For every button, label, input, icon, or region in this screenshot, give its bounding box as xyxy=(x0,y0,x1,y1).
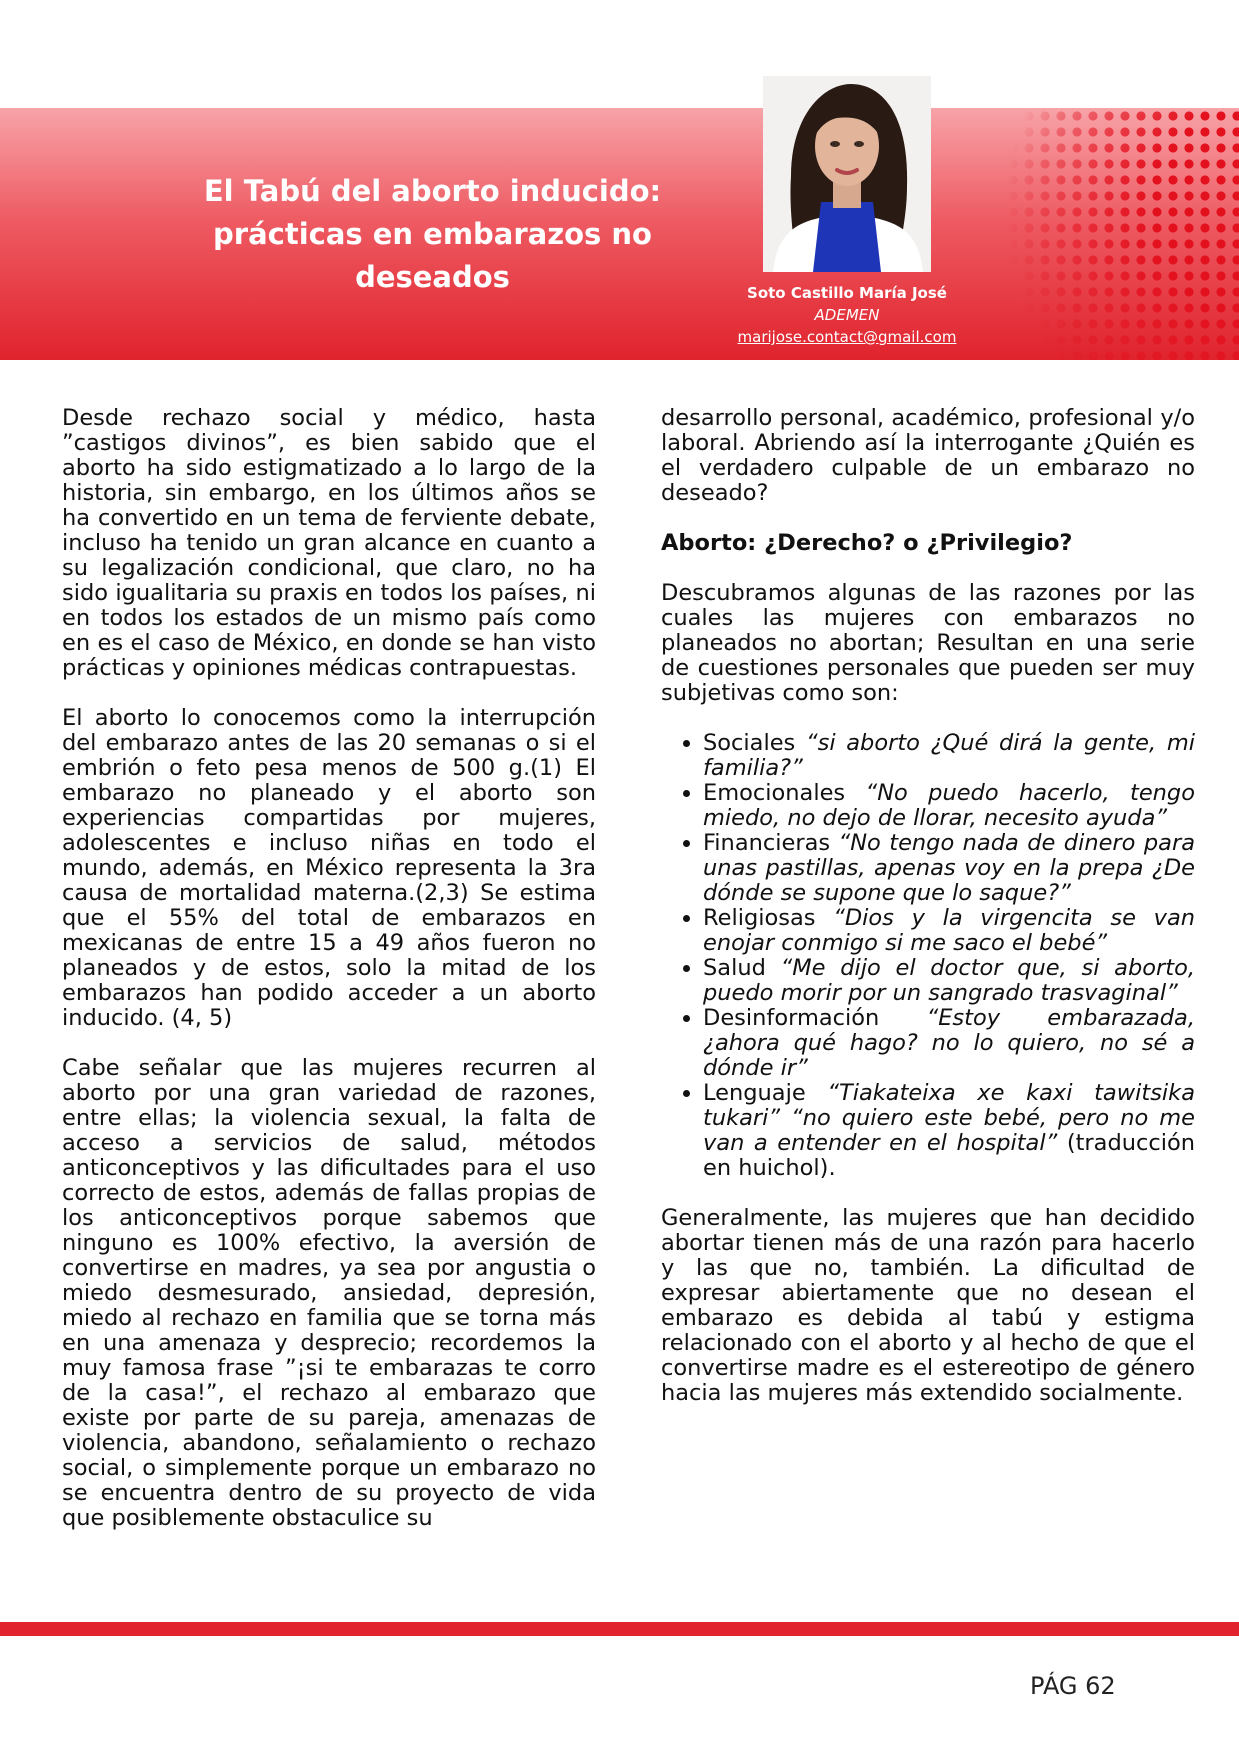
page-number: PÁG 62 xyxy=(1030,1672,1116,1700)
author-affiliation: ADEMEN xyxy=(814,306,880,324)
halftone-dots-decoration xyxy=(989,108,1239,360)
list-item: • Lenguaje “Tiakateixa xe kaxi tawitsika tukari” “no quiero este bebé, pero no me van a entender en el hospital” (traducción en huichol). xyxy=(703,1081,1195,1181)
author-name: Soto Castillo María José xyxy=(747,284,947,302)
paragraph: Descubramos algunas de las razones por las cuales las mujeres con embarazos no planeados no abortan; Resultan en una serie de cuestiones personales que pueden ser muy subjetivas como son: xyxy=(661,580,1195,706)
paragraph: Cabe señalar que las mujeres recurren al aborto por una gran variedad de razones, entre ellas; la violencia sexual, la falta de acceso a servicios de salud, métodos anticonceptivos y las dificultades para el uso correcto de estos, además de fallas propias de los anticonceptivos porque sabemos que ninguno es 100% efectivo, la aversión de convertirse en madres, ya sea por angustia o miedo desmesurado, ansiedad, depresión, miedo al rechazo en familia que se torna más en una amenaza y desprecio; recordemos la muy famosa frase ”¡si te embarazas te corro de la casa!”, el rechazo al embarazo que existe por parte de su pareja, amenazas de violencia, abandono, señalamiento o rechazo social, o simplemente porque un embarazo no se encuentra dentro de su proyecto de vida que posiblemente obstaculice su xyxy=(62,1055,596,1531)
author-photo xyxy=(763,76,931,272)
footer-accent-bar xyxy=(0,1622,1239,1636)
paragraph: desarrollo personal, académico, profesional y/o laboral. Abriendo así la interrogante ¿Quién es el verdadero culpable de un embarazo no deseado? xyxy=(661,405,1195,506)
right-column xyxy=(661,406,1195,1431)
list-item: • Salud “Me dijo el doctor que, si aborto, puedo morir por un sangrado trasvaginal” xyxy=(703,956,1195,1006)
reasons-list xyxy=(661,731,1195,1181)
list-item: • Emocionales “No puedo hacerlo, tengo miedo, no dejo de llorar, necesito ayuda” xyxy=(703,781,1195,831)
author-info xyxy=(700,282,994,348)
list-item: • Religiosas “Dios y la virgencita se van enojar conmigo si me saco el bebé” xyxy=(703,906,1195,956)
paragraph: El aborto lo conocemos como la interrupción del embarazo antes de las 20 semanas o si el embrión o feto pesa menos de 500 g.(1) El embarazo no planeado y el aborto son experiencias compartidas por mujeres, adolescentes e incluso niñas en todo el mundo, además, en México representa la 3ra causa de mortalidad materna.(2,3) Se estima que el 55% del total de embarazos en mexicanas de entre 15 a 49 años fueron no planeados y de estos, solo la mitad de los embarazos han podido acceder a un aborto inducido. (4, 5) xyxy=(62,705,596,1031)
left-column xyxy=(62,406,596,1556)
article-title: El Tabú del aborto inducido: prácticas en embarazos no deseados xyxy=(203,174,662,294)
author-portrait-illustration xyxy=(763,76,931,272)
section-heading: Aborto: ¿Derecho? o ¿Privilegio? xyxy=(661,530,1073,556)
list-item: • Financieras “No tengo nada de dinero para unas pastillas, apenas voy en la prepa ¿De dónde se supone que lo saque?” xyxy=(703,831,1195,906)
paragraph: Generalmente, las mujeres que han decidido abortar tienen más de una razón para hacerlo y las que no, también. La dificultad de expresar abiertamente que no desean el embarazo es debida al tabú y estigma relacionado con el aborto y al hecho de que el convertirse madre es el estereotipo de género hacia las mujeres más extendido socialmente. xyxy=(661,1205,1195,1406)
list-item: • Desinformación “Estoy embarazada, ¿ahora qué hago? no lo quiero, no sé a dónde ir” xyxy=(703,1006,1195,1081)
list-item: • Sociales “si aborto ¿Qué dirá la gente, mi familia?” xyxy=(703,731,1195,781)
author-email-link[interactable]: marijose.contact@gmail.com xyxy=(737,328,957,346)
paragraph: Desde rechazo social y médico, hasta ”castigos divinos”, es bien sabido que el aborto ha sido estigmatizado a lo largo de la historia, sin embargo, en los últimos años se ha convertido en un tema de ferviente debate, incluso ha tenido un gran alcance en cuanto a su legalización condicional, que claro, no ha sido igualitaria su praxis en todos los países, ni en todos los estados de un mismo país como en es el caso de México, en donde se han visto prácticas y opiniones médicas contrapuestas. xyxy=(62,405,596,681)
